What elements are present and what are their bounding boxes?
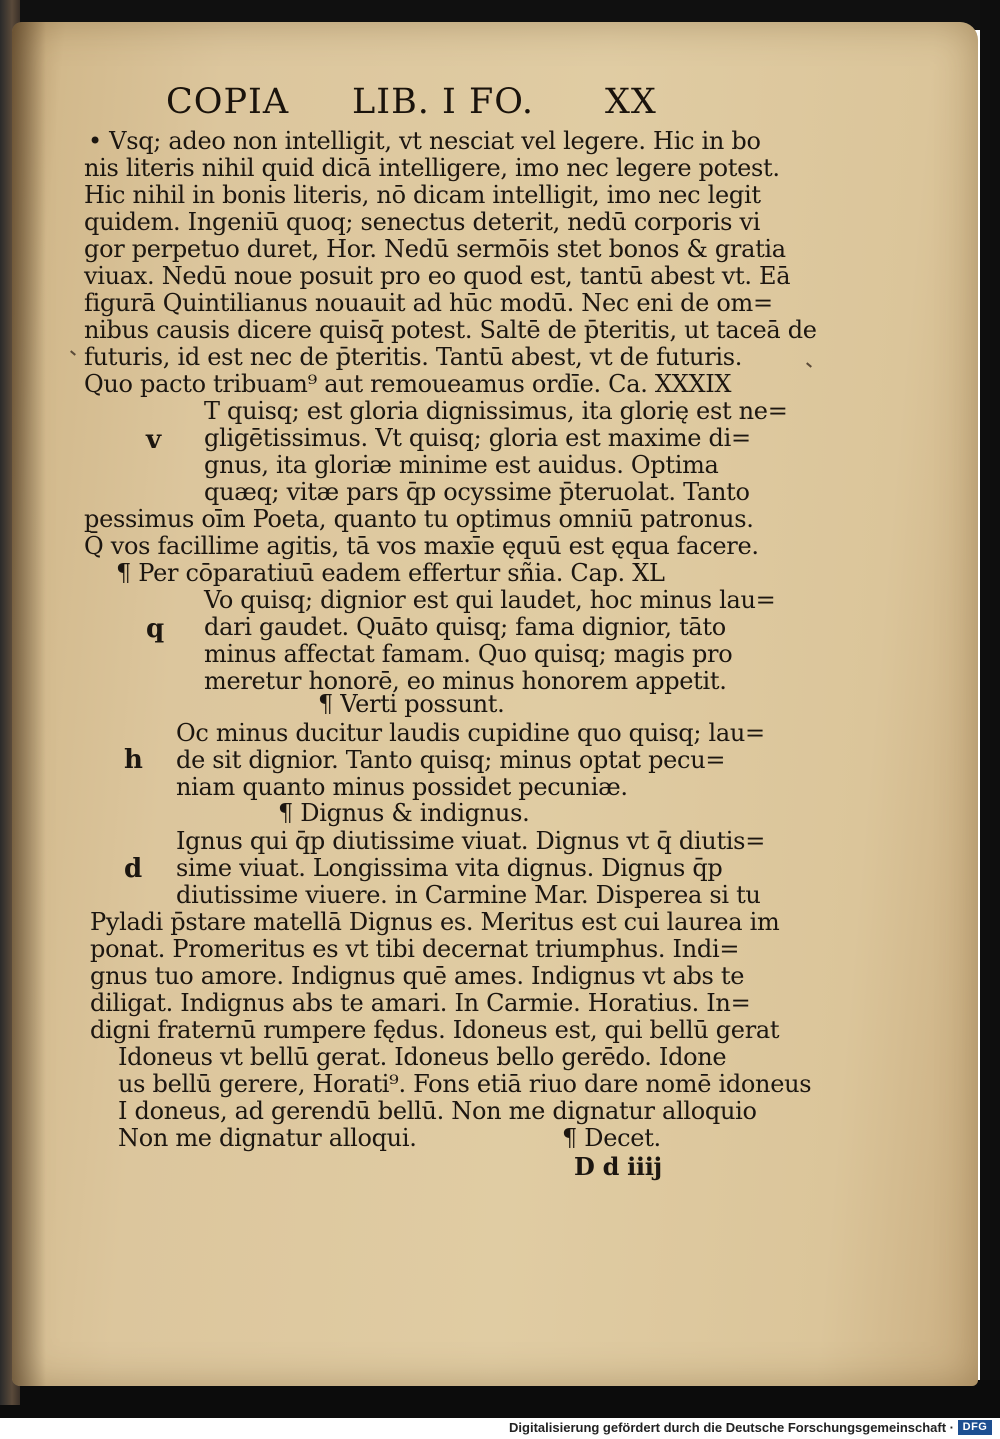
text-line: nis literis nihil quid dicā intelligere, imo nec legere potest. — [84, 154, 780, 182]
text-line: meretur honorē, eo minus honorem appetit. — [204, 667, 727, 695]
running-header-book-folio: LIB. I FO. — [352, 82, 535, 122]
running-header-folio-number: XX — [605, 82, 657, 122]
text-line: nibus causis dicere quisq̄ potest. Saltē de p̄teritis, ut taceā de — [84, 316, 817, 344]
text-line: de sit dignior. Tanto quisq; minus optat pecu= — [176, 746, 726, 774]
text-line: sime viuat. Longissima vita dignus. Dignus q̄p — [176, 854, 723, 882]
section-heading: ¶ Decet. — [562, 1124, 661, 1152]
text-line: I doneus, ad gerendū bellū. Non me dignatur alloquio — [118, 1097, 757, 1125]
text-line: futuris, id est nec de p̄teritis. Tantū abest, vt de futuris. — [84, 343, 743, 371]
drop-initial: q — [146, 614, 165, 644]
text-line: digni fraternū rumpere fędus. Idoneus est, qui bellū gerat — [90, 1016, 780, 1044]
drop-initial: v — [146, 425, 162, 455]
text-line: us bellū gerere, Horati⁹. Fons etiā riuo dare nomē idoneus — [118, 1070, 812, 1098]
section-heading: ¶ Verti possunt. — [318, 690, 505, 718]
text-line: Idoneus vt bellū gerat. Idoneus bello gerēdo. Idone — [118, 1043, 727, 1071]
text-line: gnus tuo amore. Indignus quē ames. Indignus vt abs te — [90, 962, 745, 990]
scan-background-right — [980, 0, 1000, 1405]
text-line: Oc minus ducitur laudis cupidine quo quisq; lau= — [176, 719, 765, 747]
text-line: dari gaudet. Quāto quisq; fama dignior, tāto — [204, 613, 726, 641]
text-line: T quisq; est gloria dignissimus, ita glorię est ne= — [204, 397, 788, 425]
chapter-heading: Quo pacto tribuam⁹ aut remoueamus ordīe. Ca. XXXIX — [84, 370, 732, 398]
text-line: minus affectat famam. Quo quisq; magis pro — [204, 640, 733, 668]
text-line: niam quanto minus possidet pecuniæ. — [176, 773, 628, 801]
text-line: Non me dignatur alloqui. — [118, 1124, 417, 1152]
text-line: pessimus oīm Poeta, quanto tu optimus omniū patronus. — [84, 505, 754, 533]
text-line: diutissime viuere. in Carmine Mar. Disperea si tu — [176, 881, 761, 909]
section-heading: ¶ Dignus & indignus. — [278, 799, 530, 827]
text-line: quidem. Ingeniū quoq; senectus deterit, nedū corporis vi — [84, 208, 761, 236]
text-line: quæq; vitæ pars q̄p ocyssime p̄teruolat. Tanto — [204, 478, 750, 506]
footer-credit: Digitalisierung gefördert durch die Deutsche Forschungsgemeinschaft · — [509, 1420, 954, 1435]
text-line: viuax. Nedū noue posuit pro eo quod est, tantū abest vt. Eā — [84, 262, 791, 290]
text-line: gnus, ita gloriæ minime est auidus. Optima — [204, 451, 719, 479]
text-line: figurā Quintilianus nouauit ad hūc modū. Nec eni de om= — [84, 289, 773, 317]
running-header-title: COPIA — [166, 82, 290, 122]
text-line: Ignus qui q̄p diutissime viuat. Dignus vt q̄ diutis= — [176, 827, 766, 855]
digitization-footer — [0, 1418, 1000, 1439]
text-line: Hic nihil in bonis literis, nō dicam intelligit, imo nec legit — [84, 181, 761, 209]
dfg-logo: DFG — [958, 1420, 992, 1435]
text-line: ponat. Promeritus es vt tibi decernat triumphus. Indi= — [90, 935, 740, 963]
drop-initial: h — [124, 745, 143, 775]
chapter-heading: ¶ Per cōparatiuū eadem effertur sñia. Cap. XL — [116, 559, 665, 587]
spine-shadow — [12, 22, 46, 1386]
text-line: • Vsq; adeo non intelligit, vt nesciat vel legere. Hic in bo — [88, 127, 761, 155]
text-line: gor perpetuo duret, Hor. Nedū sermōis stet bonos & gratia — [84, 235, 786, 263]
text-line: gligētissimus. Vt quisq; gloria est maxime di= — [204, 424, 751, 452]
drop-initial: d — [124, 854, 143, 884]
text-line: Vo quisq; dignior est qui laudet, hoc minus lau= — [204, 586, 776, 614]
text-line: Q̄ vos facillime agitis, tā vos maxīe ęquū est ęqua facere. — [84, 532, 759, 560]
signature-mark: D d iiij — [574, 1152, 662, 1181]
text-line: Pyladi p̄stare matellā Dignus es. Meritus est cui laurea im — [90, 908, 780, 936]
text-line: diligat. Indignus abs te amari. In Carmie. Horatius. In= — [90, 989, 751, 1017]
